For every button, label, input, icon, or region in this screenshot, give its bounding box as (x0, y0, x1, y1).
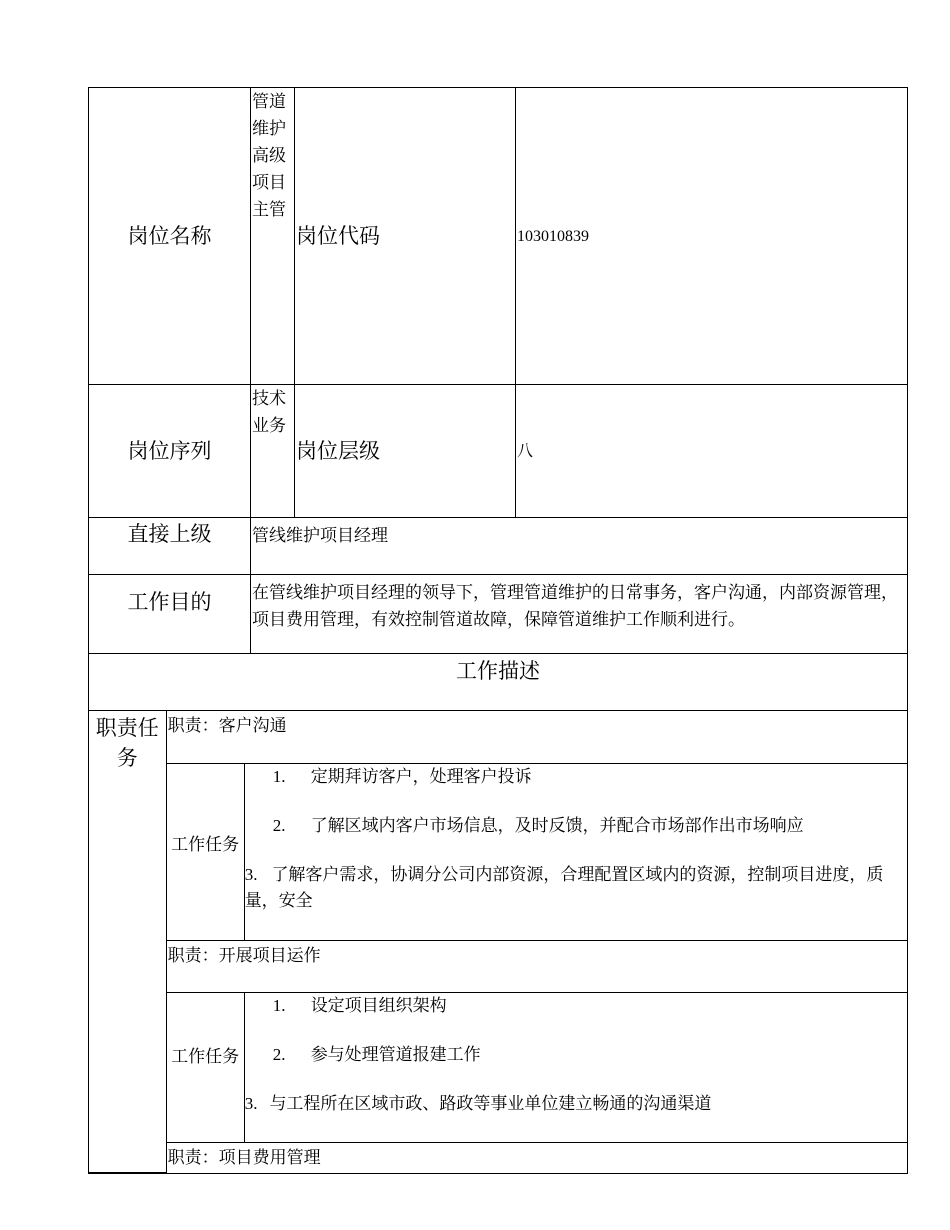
duty-2-task-3 (245, 1091, 907, 1117)
level-value: 八 (516, 385, 908, 518)
duty-3-title: 职责：项目费用管理 (166, 1142, 907, 1172)
duty-3-row (89, 1142, 907, 1172)
row-duties (89, 711, 908, 1174)
duty-1-task-3 (245, 862, 907, 914)
superior-value: 管线维护项目经理 (251, 518, 908, 575)
task-text: 设定项目组织架构 (310, 995, 447, 1015)
position-name-label: 岗位名称 (89, 88, 251, 385)
task-number: 1. (272, 995, 286, 1015)
purpose-label: 工作目的 (89, 575, 251, 654)
series-label: 岗位序列 (89, 385, 251, 518)
duty-1-task-2 (245, 813, 907, 839)
purpose-value: 在管线维护项目经理的领导下，管理管道维护的日常事务，客户沟通，内部资源管理，项目费用管理，有效控制管道故障，保障管道维护工作顺利进行。 (251, 575, 908, 654)
duty-2-task-1 (245, 993, 907, 1019)
duty-task-label: 职责任务 (89, 711, 166, 1172)
position-name-value: 管道维护高级项目主管 (251, 88, 295, 385)
position-code-label: 岗位代码 (295, 88, 516, 385)
task-number: 2. (272, 1044, 286, 1064)
task-number: 3. (244, 1093, 258, 1113)
row-purpose (89, 575, 908, 654)
row-description-title (89, 654, 908, 711)
task-text: 与工程所在区域市政、路政等事业单位建立畅通的沟通渠道 (269, 1093, 712, 1113)
description-title: 工作描述 (89, 654, 908, 711)
task-text: 了解客户需求，协调分公司内部资源，合理配置区域内的资源，控制项目进度，质量，安全 (244, 864, 884, 910)
task-number: 1. (272, 766, 286, 786)
superior-label: 直接上级 (89, 518, 251, 575)
duty-2-row (89, 940, 907, 992)
duty-1-tasks-row (89, 763, 907, 940)
duties-cell (89, 711, 908, 1174)
duty-1-task-list (244, 763, 907, 940)
job-description-table (88, 87, 908, 1174)
task-text: 定期拜访客户，处理客户投诉 (310, 766, 532, 786)
position-code-value: 103010839 (516, 88, 908, 385)
level-label: 岗位层级 (295, 385, 516, 518)
row-position-name (89, 88, 908, 385)
duty-1-title: 职责：客户沟通 (166, 711, 907, 763)
task-text: 了解区域内客户市场信息，及时反馈，并配合市场部作出市场响应 (310, 815, 804, 835)
task-number: 3. (244, 864, 258, 884)
duty-2-title: 职责：开展项目运作 (166, 940, 907, 992)
duty-2-tasks-row (89, 992, 907, 1142)
duty-2-task-label: 工作任务 (166, 992, 244, 1142)
duties-table (89, 711, 907, 1173)
row-superior (89, 518, 908, 575)
duty-1-row (89, 711, 907, 763)
duty-1-task-label: 工作任务 (166, 763, 244, 940)
duty-2-task-2 (245, 1042, 907, 1068)
series-value: 技术业务 (251, 385, 295, 518)
duty-1-task-1 (245, 764, 907, 790)
task-text: 参与处理管道报建工作 (310, 1044, 481, 1064)
row-series (89, 385, 908, 518)
duty-2-task-list (244, 992, 907, 1142)
task-number: 2. (272, 815, 286, 835)
